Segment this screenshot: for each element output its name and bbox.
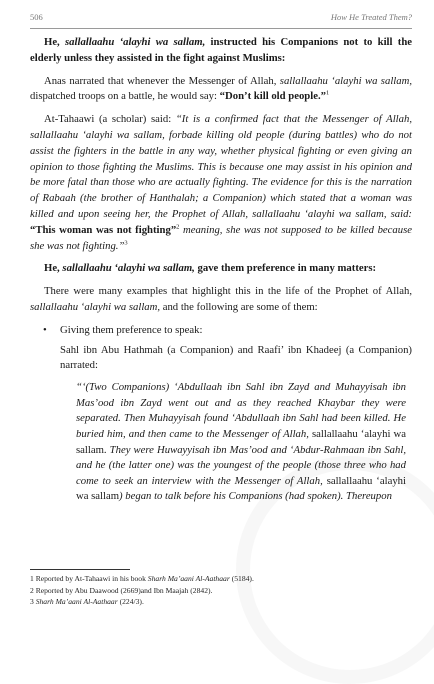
footnote-item: 1 Reported by At-Tahaawi in his book Sharh Ma’aani Al-Aathaar (5184). — [30, 574, 254, 583]
bullet-item — [30, 323, 412, 339]
footnote-ref: 3 — [124, 239, 128, 246]
paragraph-examples: There were many examples that highlight this in the life of the Prophet of Allah, sallallaahu ‘alayhi wa sallam, and the following are some of them: — [30, 285, 412, 313]
body-text — [30, 35, 412, 505]
quoted-saying: “Don’t kill old people.” — [219, 90, 326, 103]
paragraph-tahaawi: At-Tahaawi (a scholar) said: “It is a confirmed fact that the Messenger of Allah, sallallaahu ‘alayhi wa sallam, forbade killing old people (during battles) who do not assist the fighters in the battle in any way, whether physical fighting or even giving an opinion to those fighting the Muslims. This is because one may assist in his opinion and be more fatal than those who are actually fighting. The evidence for this is the narration of Rabaah (the brother of Hanthalah; a Companion) which stated that a woman was killed and upon seeing her, the Prophet of Allah, sallallaahu ‘alayhi wa sallam, said: “This woman was not fighting”$^2$ meaning, she was not supposed to be killed because she was not fighting.”$^3$ — [30, 113, 413, 252]
footnotes — [30, 573, 412, 608]
heading-paragraph-preference — [30, 261, 412, 277]
footnote-item: 2 Reported by Abu Daawood (2669)and Ibn Maajah (2842). — [30, 585, 213, 595]
page-number: 506 — [30, 12, 43, 22]
running-title: How He Treated Them? — [330, 12, 412, 22]
heading-text: He, sallallaahu ‘alayhi wa sallam, gave them preference in many matters: — [44, 262, 377, 275]
footnote-ref: 1 — [325, 89, 330, 97]
footnote-rule — [30, 569, 130, 570]
footnote-ref: 2 — [176, 223, 180, 231]
block-quote: “‘(Two Companions) ‘Abdullaah ibn Sahl ibn Zayd and Muhayyisah ibn Mas’ood ibn Zayd went out and as they reached Khaybar they were separated. Then Muhayyisah found ‘Abdullaah ibn Sahl had been killed. He buried him, and then came to the Messenger of Allah, sallallaahu ‘alayhi wa sallam. They were Huwayyisah ibn Mas’ood and ‘Abdur-Rahmaan ibn Sahl, and he (the latter one) was the youngest of the people (those three who had come to seek an interview with the Messenger of Allah, sallallaahu ‘alayhi wa sallam) began to talk before his Companions (had spoken). Thereupon — [76, 381, 406, 503]
bullet-icon: • — [43, 323, 47, 336]
footnote-item: 3 Sharh Ma’aani Al-Aathaar (224/3). — [30, 597, 144, 606]
paragraph-narrators: Sahl ibn Abu Hathmah (a Companion) and Raafi’ ibn Khadeej (a Companion) narrated: — [60, 343, 412, 372]
bullet-text: Giving them preference to speak: — [60, 323, 203, 336]
quoted-saying: “This woman was not fighting” — [30, 223, 177, 236]
header-rule — [30, 28, 412, 29]
paragraph-anas: Anas narrated that whenever the Messenger of Allah, sallallaahu ‘alayhi wa sallam, dispatched troops on a battle, he would say: “Don’t kill old people.”$^1$ — [30, 74, 412, 103]
running-header — [30, 12, 412, 26]
heading-paragraph-elderly — [30, 35, 412, 67]
heading-text: He, sallallaahu ‘alayhi wa sallam, instructed his Companions not to kill the elderly unless they assisted in the fight against Muslims: — [30, 36, 413, 64]
